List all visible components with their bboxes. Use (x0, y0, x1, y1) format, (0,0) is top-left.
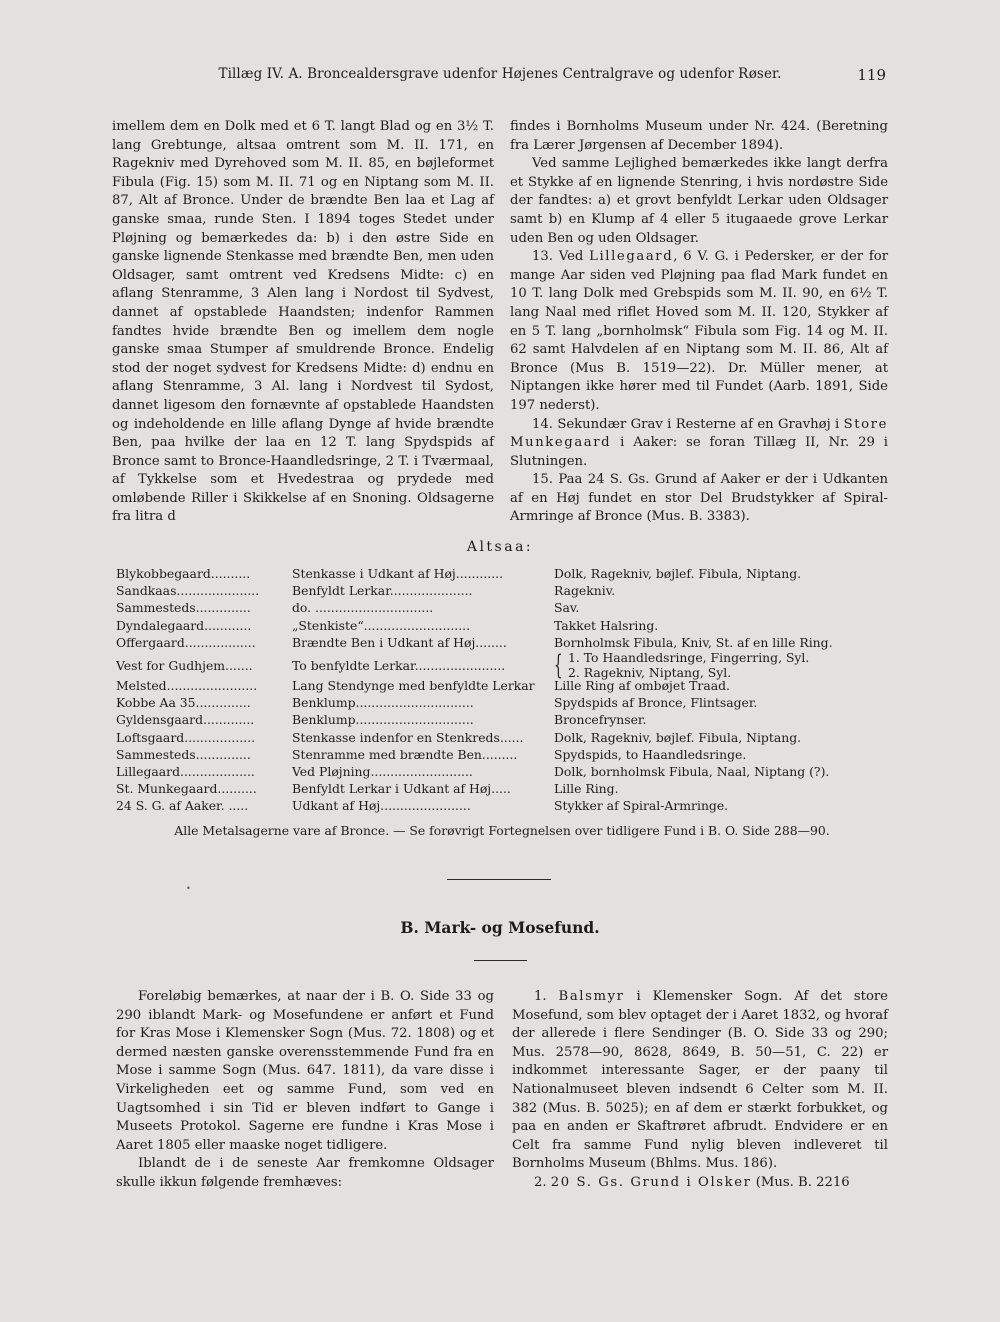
table-row (116, 730, 888, 747)
paragraph: imellem dem en Dolk med et 6 T. langt Blad og en 3½ T. lang Grebtunge, altsaa omtrent som M. II. 171, en Ragekniv med Dyrehoved som M. II. 85, en bøjleformet Fibula (Fig. 15) som M. II. 71 og en Niptang som M. II. 87, Alt af Bronce. Under de brændte Ben laa et Lag af ganske smaa, runde Sten. I 1894 toges Stedet under Pløjning og bemærkedes da: b) i den østre Side en ganske lignende Stenkasse med brændte Ben, men uden Oldsager, samt omtrent ved Kredsens Midte: c) en aflang Stenramme, 3 Alen lang i Nordost til Sydvest, dannet af opstablede Haandsten; indenfor Rammen fandtes hvide brændte Ben og imellem dem nogle ganske smaa Stumper af smuldrende Bronce. Endelig stod der noget sydvest for Kredsens Midte: d) endnu en aflang Stenramme, 3 Al. lang i Nordvest til Sydost, dannet ligesom den fornævnte af opstablede Haandsten og indeholdende en lille aflang Dynge af hvide brændte Ben, paa hvilke der laa en 12 T. lang Spydspids af Bronce samt to Bronce-Haandledsringe, 2 T. i Tværmaal, af Tykkelse som et Hvedestraa og prydede med omløbende Riller i Skikkelse af en Snoning. Oldsagerne fra litra d (112, 119, 494, 525)
paragraph-13 (510, 248, 888, 415)
contents-cell: Ragekniv. (554, 583, 616, 599)
summary-note: Alle Metalsagerne vare af Bronce. — Se forøvrigt Fortegnelsen over tidligere Fund i B. O. Side 288—90. (174, 823, 830, 838)
table-row (116, 764, 888, 781)
find-cell: Brændte Ben i Udkant af Høj........ (292, 634, 507, 650)
place-cell: Dyndalegaard............ (116, 617, 252, 633)
contents-cell: Spydspids, to Haandledsringe. (554, 746, 747, 762)
find-cell: To benfyldte Lerkar....................... (292, 657, 506, 673)
table-row (116, 583, 888, 600)
running-head (0, 66, 1000, 86)
contents-cell: Bornholmsk Fibula, Kniv, St. af en lille Ring. (554, 634, 833, 650)
find-cell: Stenramme med brændte Ben......... (292, 746, 518, 762)
table-row (116, 712, 888, 729)
summary-table (116, 566, 888, 815)
find-cell: Ved Pløjning.......................... (292, 763, 473, 779)
find-cell: do. .............................. (292, 600, 434, 616)
place-cell: Vest for Gudhjem....... (116, 657, 253, 673)
item-text: , 6 V. G. i Pedersker, er der for mange Aar siden ved Pløjning paa flad Mark fundet en 10 T. lang Dolk med Grebspids som M. II. 90, en 6½ T. lang Naal med riflet Hoved som M. II. 120, Stykker af en 5 T. lang „bornholmsk“ Fibula som Fig. 14 og M. II. 62 samt Halvdelen af en Niptang som M. II. 86, Alt af Bronce (Mus B. 1519—22). Dr. Müller mener, at Niptangen ikke hører med til Fundet (Aarb. 1891, Side 197 nederst). (510, 249, 889, 413)
place-cell: Sandkaas..................... (116, 583, 260, 599)
item-text: (Mus. B. 2216 (751, 1174, 850, 1190)
section-b-column-right (512, 988, 888, 1193)
place-cell: St. Munkegaard.......... (116, 781, 257, 797)
find-cell: „Stenkiste“........................... (292, 617, 471, 633)
paragraph-15: 15. Paa 24 S. Gs. Grund af Aaker er der i Udkanten af en Høj fundet en stor Del Brudstykker af Spiral-Armringe af Bronce (Mus. B. 3383). (510, 472, 888, 525)
place-cell: Melsted....................... (116, 677, 258, 693)
text-column-left (112, 118, 494, 527)
contents-cell: Dolk, Ragekniv, bøjlef. Fibula, Niptang. (554, 566, 802, 581)
place-cell: Loftsgaard.................. (116, 729, 256, 745)
table-row (116, 798, 888, 815)
paragraph: findes i Bornholms Museum under Nr. 424. (Beretning fra Lærer Jørgensen af December 1894). (510, 119, 888, 153)
find-cell: Benklump.............................. (292, 695, 474, 711)
paragraph-14 (510, 416, 888, 472)
contents-cell: Dolk, bornholmsk Fibula, Naal, Niptang (?). (554, 763, 830, 779)
find-cell: Stenkasse i Udkant af Høj............ (292, 566, 504, 581)
find-cell: Stenkasse indenfor en Stenkreds...... (292, 729, 524, 745)
contents-cell: Lille Ring. (554, 781, 619, 797)
find-cell: Lang Stendynge med benfyldte Lerkar (292, 677, 535, 693)
table-row (116, 695, 888, 712)
item-text: i Aaker: se foran Tillæg II, Nr. 29 i Slutningen. (510, 435, 888, 469)
section-b-column-left (116, 988, 494, 1193)
paragraph: Ved samme Lejlighed bemærkedes ikke langt derfra et Stykke af en lignende Stenring, i hvis nordøstre Side der fandtes: a) et grovt benfyldt Lerkar uden Oldsager samt b) en Klump af 4 eller 5 itugaaede grove Lerkar uden Ben og uden Oldsager. (510, 156, 888, 246)
summary-heading: Altsaa: (466, 539, 534, 555)
item-lead: 14. Sekundær Grav i Resterne af en Gravhøj i (532, 416, 844, 432)
place-cell: 24 S. G. af Aaker. ..... (116, 798, 249, 814)
place-name: Store Munkegaard (510, 416, 888, 451)
table-row (116, 600, 888, 617)
find-cell: Benfyldt Lerkar i Udkant af Høj..... (292, 781, 511, 797)
item-lead: 13. Ved (532, 249, 590, 265)
find-cell: Benklump.............................. (292, 712, 474, 728)
place-name: Lillegaard (589, 249, 674, 265)
place-cell: Sammesteds.............. (116, 600, 251, 616)
paragraph: Iblandt de i de seneste Aar fremkomne Oldsager skulle ikkun følgende fremhæves: (116, 1156, 494, 1190)
divider-rule (447, 879, 551, 880)
contents-cell: Sav. (554, 600, 580, 616)
item-lead: 2. (534, 1174, 551, 1190)
print-speck-icon: • (186, 884, 191, 893)
item-text: i Klemensker Sogn. Af det store Mosefund, som blev optaget der i Aaret 1832, og hvoraf der allerede i flere Sendinger (B. O. Side 33 og 290; Mus. 2578—90, 8628, 8649, B. 50—51, C. 22) er indkommet interessante Sager, er der paany til Nationalmuseet bleven indsendt 6 Celter som M. II. 382 (Mus. B. 5025); en af dem er stærkt forbukket, og paa en anden er Skaftrøret afbrudt. Endvidere er en Celt fra samme Fund nylig bleven indleveret til Bornholms Museum (Bhlms. Mus. 186). (512, 989, 888, 1172)
table-row (116, 566, 888, 583)
item-lead: 1. (534, 989, 559, 1004)
paragraph-item-2 (512, 1174, 888, 1193)
contents-cell: Broncefrynser. (554, 712, 647, 728)
contents-sub-1: 1. To Haandledsringe, Fingerring, Syl. (568, 649, 810, 665)
find-cell: Udkant af Høj....................... (292, 798, 471, 814)
find-cell: Benfyldt Lerkar..................... (292, 583, 473, 599)
contents-cell: Takket Halsring. (554, 617, 659, 633)
place-cell: Gyldensgaard............. (116, 712, 255, 728)
place-cell: Blykobbegaard.......... (116, 566, 251, 581)
divider-rule-short (474, 960, 527, 961)
place-name: 20 S. Gs. Grund i Olsker (550, 1174, 752, 1190)
table-row (116, 747, 888, 764)
place-cell: Lillegaard................... (116, 763, 255, 779)
table-row (116, 618, 888, 635)
place-name: Balsmyr (558, 989, 625, 1004)
contents-sub-2: 2. Ragekniv, Niptang, Syl. (568, 664, 732, 680)
contents-cell: Lille Ring af ombøjet Traad. (554, 677, 730, 693)
paragraph-item-1 (512, 988, 888, 1174)
running-title: Tillæg IV. A. Broncealdersgrave udenfor Højenes Centralgrave og udenfor Røser. (218, 66, 782, 82)
place-cell: Offergaard.................. (116, 634, 256, 650)
table-row (116, 678, 888, 695)
contents-cell: Stykker af Spiral-Armringe. (554, 798, 729, 814)
place-cell: Kobbe Aa 35.............. (116, 695, 251, 711)
brace-icon: { (554, 649, 563, 681)
text-column-right (510, 118, 888, 527)
paragraph: Foreløbig bemærkes, at naar der i B. O. Side 33 og 290 iblandt Mark- og Mosefundene er anført et Fund for Kras Mose i Klemensker Sogn (Mus. 72. 1808) og et dermed næsten ganske overensstemmende Fund fra en Mose i samme Sogn (Mus. 647. 1811), da vare disse i Virkeligheden eet og samme Fund, som ved en Uagtsomhed i sin Tid er bleven indført to Gange i Museets Protokol. Sagerne ere fundne i Kras Mose i Aaret 1805 eller maaske noget tidligere. (116, 989, 494, 1153)
contents-cell: Dolk, Ragekniv, bøjlef. Fibula, Niptang. (554, 729, 802, 745)
contents-cell: Spydspids af Bronce, Flintsager. (554, 695, 758, 711)
page-number: 119 (857, 66, 886, 84)
section-heading: B. Mark- og Mosefund. (400, 918, 600, 937)
table-row (116, 649, 888, 681)
place-cell: Sammesteds.............. (116, 746, 251, 762)
table-row (116, 781, 888, 798)
